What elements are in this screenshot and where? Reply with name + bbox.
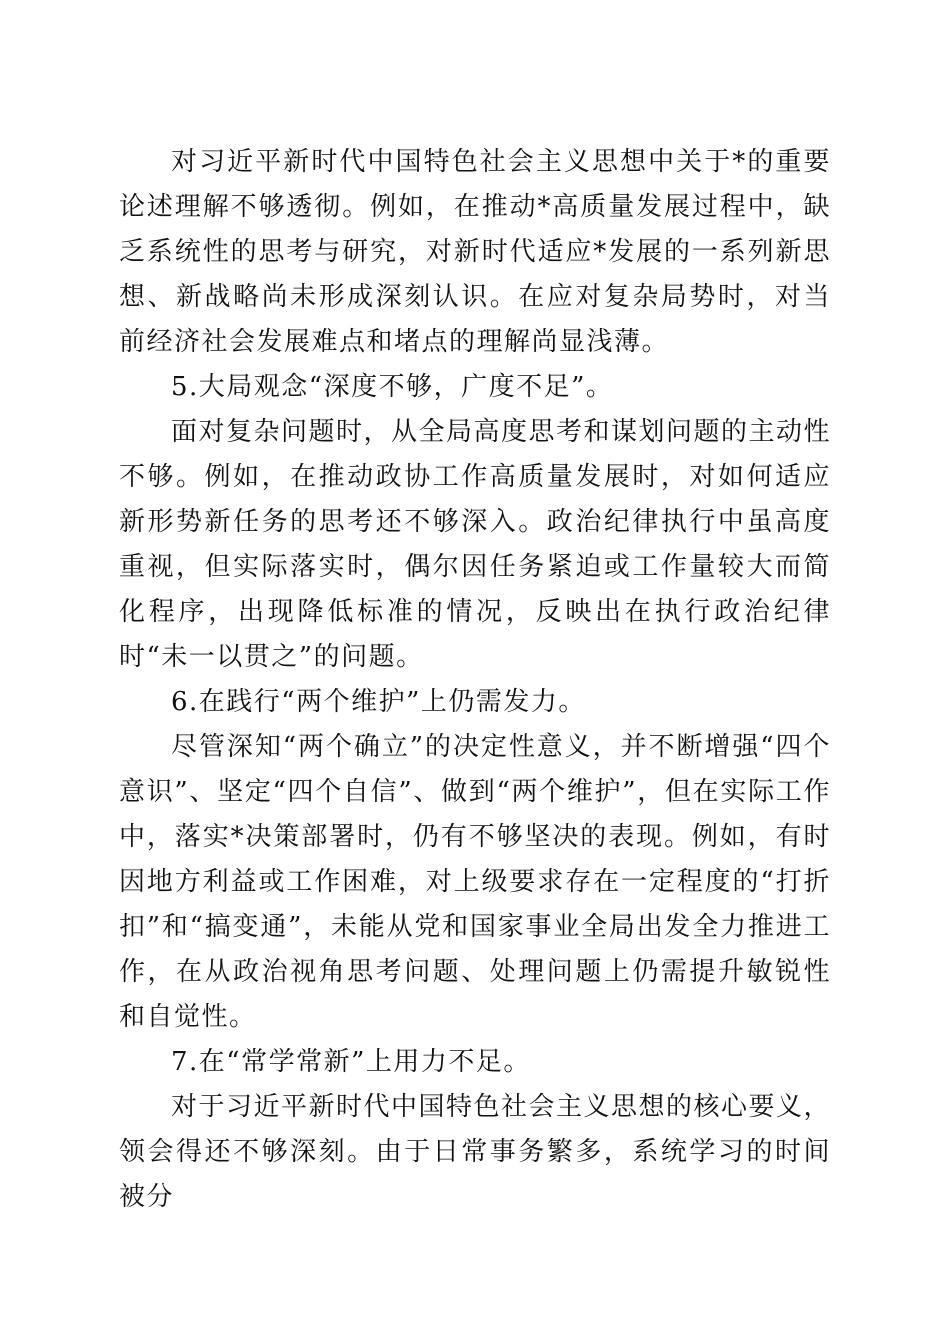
- heading-item-6: 6.在践行“两个维护”上仍需发力。: [171, 687, 586, 717]
- paragraph-overall-view: 面对复杂问题时，从全局高度思考和谋划问题的主动性不够。例如，在推动政协工作高质量发展时，对如何适应新形势新任务的思考还不够深入。政治纪律执行中虽高度重视，但实际落实时，偶尔因任务紧迫或工作量较大而简化程序，出现降低标准的情况，反映出在执行政治纪律时“未一以贯之”的问题。: [119, 417, 832, 672]
- paragraph-theory-understanding: 对习近平新时代中国特色社会主义思想中关于*的重要论述理解不够透彻。例如，在推动*高质量发展过程中，缺乏系统性的思考与研究，对新时代适应*发展的一系列新思想、新战略尚未形成深刻认识。在应对复杂局势时，对当前经济社会发展难点和堵点的理解尚显浅薄。: [119, 147, 831, 357]
- paragraph-continuous-learning: 对于习近平新时代中国特色社会主义思想的核心要义，领会得还不够深刻。由于日常事务繁多，系统学习的时间被分: [119, 1092, 832, 1212]
- heading-item-7: 7.在“常学常新”上用力不足。: [171, 1047, 531, 1077]
- heading-item-5: 5.大局观念“深度不够，广度不足”。: [171, 372, 614, 402]
- document-body: [119, 140, 831, 1220]
- paragraph-two-safeguards: 尽管深知“两个确立”的决定性意义，并不断增强“四个意识”、坚定“四个自信”、做到“两个维护”，但在实际工作中，落实*决策部署时，仍有不够坚决的表现。例如，有时因地方利益或工作困难，对上级要求存在一定程度的“打折扣”和“搞变通”，未能从党和国家事业全局出发全力推进工作，在从政治视角思考问题、处理问题上仍需提升敏锐性和自觉性。: [119, 732, 831, 1032]
